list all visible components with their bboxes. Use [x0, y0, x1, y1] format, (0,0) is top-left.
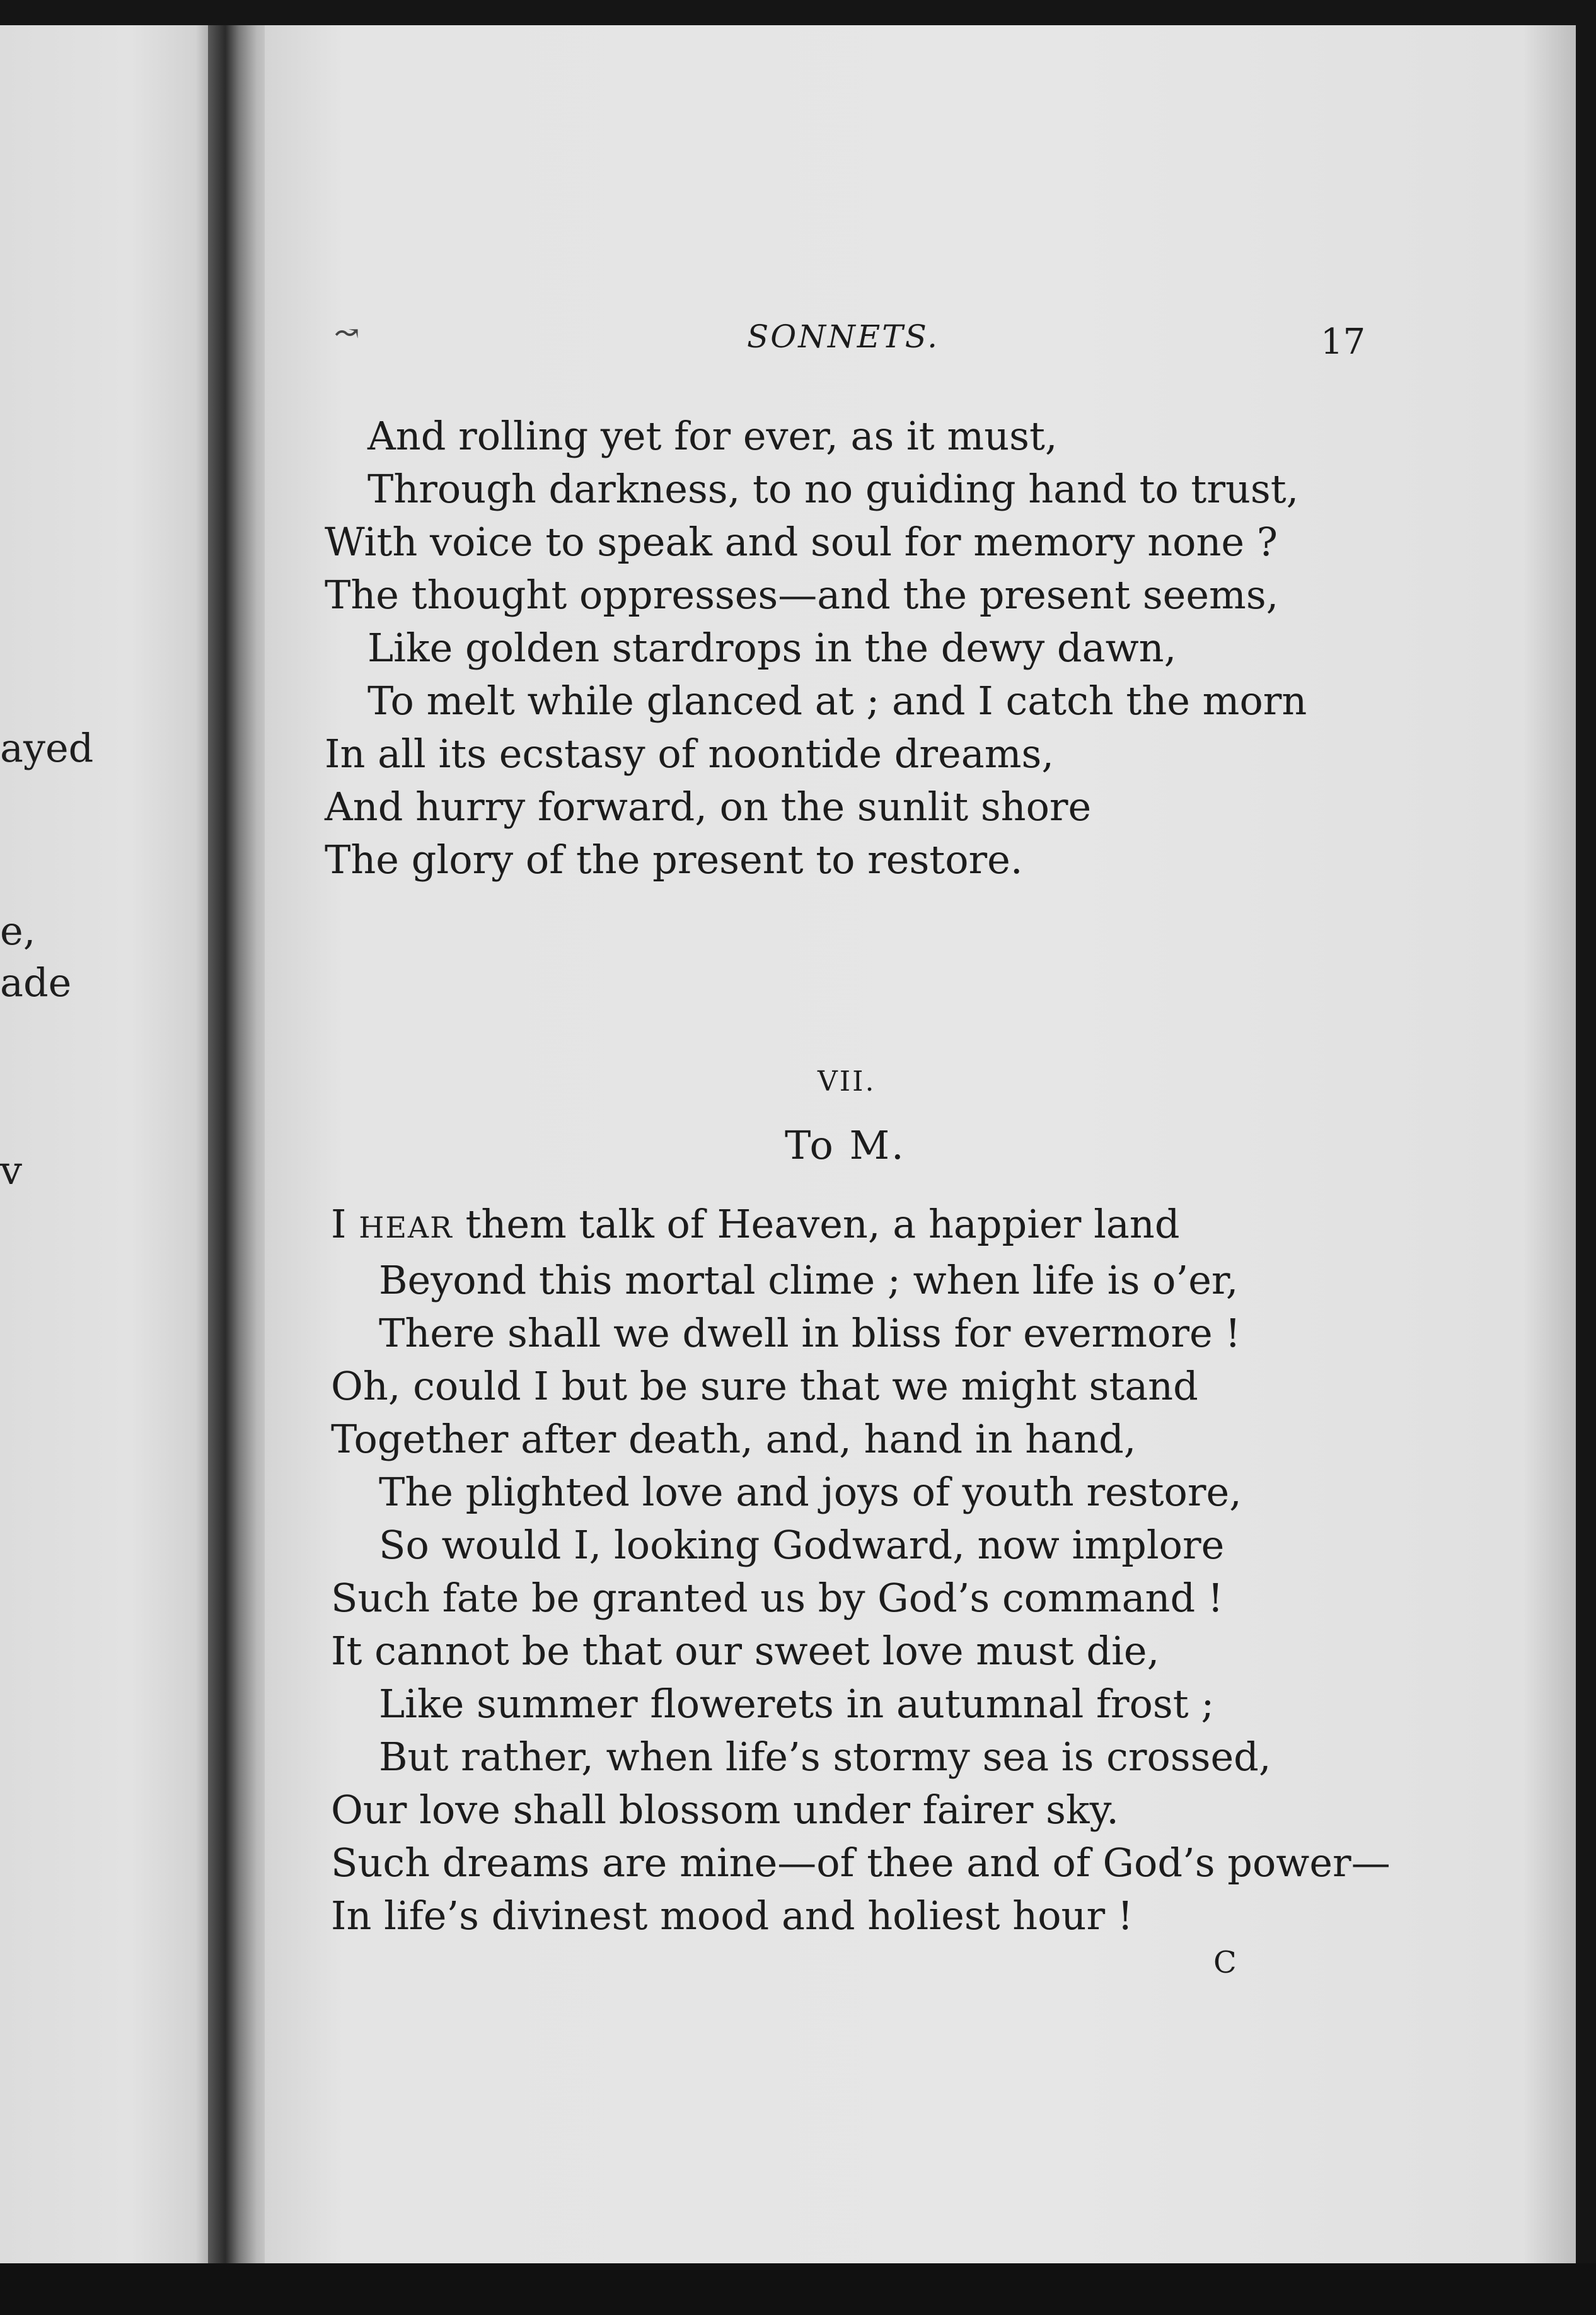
verse-line: And hurry forward, on the sunlit shore — [325, 784, 1092, 830]
verse-line: To melt while glanced at ; and I catch the morn — [367, 678, 1307, 724]
small-caps-word: HEAR — [359, 1210, 453, 1245]
sonnet-title: To M. — [785, 1122, 906, 1168]
left-page-fragment: v — [0, 1147, 23, 1193]
page-number: 17 — [1321, 322, 1366, 363]
verse-line: Our love shall blossom under fairer sky. — [331, 1787, 1119, 1833]
verse-line: So would I, looking Godward, now implore — [379, 1522, 1225, 1568]
verse-line: The plighted love and joys of youth restore, — [379, 1469, 1242, 1515]
verse-line: Such dreams are mine—of thee and of God’s power— — [331, 1840, 1391, 1886]
verse-line: There shall we dwell in bliss for evermore ! — [379, 1310, 1241, 1356]
verse-line: And rolling yet for ever, as it must, — [367, 413, 1058, 459]
sonnet-numeral: VII. — [818, 1065, 876, 1098]
first-word: I — [331, 1201, 347, 1247]
left-page-fragment: e, — [0, 908, 36, 954]
signature-mark: C — [1213, 1945, 1237, 1980]
verse-line: Oh, could I but be sure that we might stand — [331, 1363, 1198, 1409]
verse-line: Like golden stardrops in the dewy dawn, — [367, 625, 1177, 671]
verse-line: Together after death, and, hand in hand, — [331, 1416, 1136, 1462]
verse-line: Like summer flowerets in autumnal frost ; — [379, 1681, 1215, 1727]
verse-line: The thought oppresses—and the present seems, — [325, 572, 1279, 618]
verse-line: Through darkness, to no guiding hand to trust, — [367, 466, 1299, 512]
scan-bottom-shadow — [0, 2263, 1596, 2315]
verse-line: Beyond this mortal clime ; when life is o’er, — [379, 1257, 1239, 1303]
sonnet-body — [331, 1198, 1391, 1942]
verse-line: In life’s divinest mood and holiest hour ! — [331, 1893, 1133, 1939]
left-page-edge — [0, 25, 217, 2270]
ornament-icon: ↝ — [334, 315, 360, 351]
verse-line: With voice to speak and soul for memory none ? — [325, 519, 1278, 565]
continued-stanza — [325, 410, 1307, 886]
verse-line: Such fate be granted us by God’s command ! — [331, 1575, 1223, 1621]
verse-line: But rather, when life’s stormy sea is crossed, — [379, 1734, 1271, 1780]
running-head-title: SONNETS. — [747, 318, 939, 355]
first-line-rest: them talk of Heaven, a happier land — [453, 1201, 1180, 1247]
verse-line-first — [331, 1198, 1391, 1254]
verse-line: It cannot be that our sweet love must die, — [331, 1628, 1160, 1674]
verse-line: The glory of the present to restore. — [325, 837, 1023, 883]
left-page-fragment: ayed — [0, 725, 94, 771]
left-page-fragment: ade — [0, 960, 72, 1006]
verse-line: In all its ecstasy of noontide dreams, — [325, 731, 1055, 777]
